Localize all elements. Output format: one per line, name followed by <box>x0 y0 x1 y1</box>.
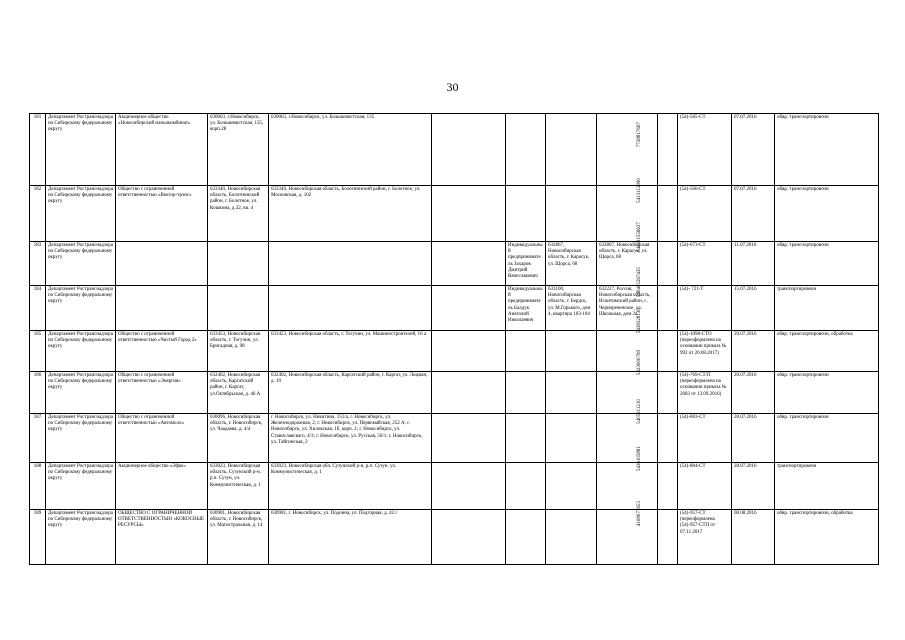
entrepreneur-site-cell <box>597 331 658 372</box>
entrepreneur-address-cell <box>546 414 597 463</box>
license-number-cell: (54)-673-СТ <box>678 242 732 286</box>
organization-address-cell: 633340, Новосибирская область, Болотнинский район, г. Болотное, ул. Кошкина, д.32, кв. 4 <box>208 186 269 242</box>
organization-cell <box>116 242 208 286</box>
agency-cell: Департамент Ространснадзора по Сибирскому федеральному округу <box>46 372 116 414</box>
entrepreneur-address-cell: 632867, Новосибирская область, г. Карасук, ул. Щорса, 68 <box>546 242 597 286</box>
entrepreneur-name-cell <box>506 114 546 186</box>
inn-cell <box>636 114 678 186</box>
site-address-cell: 633453, Новосибирская область, г. Тогучин, ул. Машиностроителей, 16 а <box>269 331 432 372</box>
inn-value: 5438328130 <box>636 307 642 333</box>
license-date-cell: 20.07.2016 <box>732 372 775 414</box>
empty-cell <box>432 331 506 372</box>
row-number: 185 <box>30 331 46 372</box>
row-number: 182 <box>30 186 46 242</box>
activity-cell: обвр. транспортировочн <box>775 242 879 286</box>
organization-address-cell <box>208 286 269 331</box>
activity-cell: обвр. транспортировочн <box>775 372 879 414</box>
entrepreneur-site-cell <box>597 510 658 565</box>
entrepreneur-site-cell <box>597 372 658 414</box>
site-address-cell: 633023, Новосибирская обл. Сузунский р-н, р.п. Сузун, ул. Коммунистическая, д. 1 <box>269 463 432 510</box>
empty-cell <box>432 114 506 186</box>
table-row <box>30 372 879 414</box>
table-row <box>30 186 879 242</box>
inn-cell <box>636 500 678 565</box>
page-number: 30 <box>446 80 459 94</box>
agency-cell: Департамент Ространснадзора по Сибирскому федеральному округу <box>46 242 116 286</box>
row-number: 188 <box>30 463 46 510</box>
license-registry-table <box>29 113 879 565</box>
license-date-cell: 15.07.2016 <box>732 286 775 331</box>
organization-address-cell: 630096, Новосибирская область, г. Новосибирск, ул. Чаадаева, д. 4/4 <box>208 414 269 463</box>
empty-cell <box>432 242 506 286</box>
license-number-cell: (54)-884-СТ <box>678 463 732 510</box>
site-address-cell: 630063, г.Новосибирск, ул. Большевистская, 135 <box>269 114 432 186</box>
site-address-cell <box>269 286 432 331</box>
organization-cell: Общество с ограниченной ответственностью «Автомолл» <box>116 414 208 463</box>
entrepreneur-site-cell <box>597 114 658 186</box>
empty-cell <box>432 286 506 331</box>
license-date-cell: 07.07.2016 <box>732 186 775 242</box>
organization-address-cell: 633023, Новосибирская область, Сузунский р-н, р.п. Сузун, ул. Коммунистическая, д. 1 <box>208 463 269 510</box>
table-row <box>30 414 879 463</box>
license-date-cell: 11.07.2016 <box>732 242 775 286</box>
entrepreneur-address-cell <box>546 372 597 414</box>
empty-cell <box>432 414 506 463</box>
inn-value: 4108077653 <box>636 500 642 526</box>
entrepreneur-site-cell <box>597 463 658 510</box>
license-date-cell: 07.07.2016 <box>732 114 775 186</box>
empty-cell <box>432 186 506 242</box>
table-row <box>30 510 879 565</box>
entrepreneur-name-cell <box>506 186 546 242</box>
table-row <box>30 242 879 286</box>
inn-value: 5413112990 <box>636 177 642 203</box>
organization-address-cell <box>208 242 269 286</box>
entrepreneur-name-cell: Индивидуальный предприниматель Захаров Дмитрий Вячеславович <box>506 242 546 286</box>
agency-cell: Департамент Ространснадзора по Сибирскому федеральному округу <box>46 414 116 463</box>
organization-cell: ОБЩЕСТВО С ОГРАНИЧЕННОЙ ОТВЕТСТВЕННОСТЬЮ «КОКОСНЫЕ РЕСУРСЫ» <box>116 510 208 565</box>
row-number: 181 <box>30 114 46 186</box>
license-number-cell: (54)-769-СТ/П (переоформлена на основании приказа № 2683 от 13.09.2016) <box>678 372 732 414</box>
activity-cell: обвр. транспортировочн, обработка <box>775 331 879 372</box>
organization-cell <box>116 286 208 331</box>
license-number-cell: (54)-566-СТ <box>678 186 732 242</box>
table-row <box>30 463 879 510</box>
table-row <box>30 114 879 186</box>
organization-cell: Акционерное общество «Новосибирский мельокомбинат» <box>116 114 208 186</box>
empty-cell <box>432 463 506 510</box>
row-number: 187 <box>30 414 46 463</box>
organization-address-cell: 630901, Новосибирская область, г. Новосибирск, ул. Магистральная, д. 14 <box>208 510 269 565</box>
agency-cell: Департамент Ространснадзора по Сибирскому федеральному округу <box>46 114 116 186</box>
inn-value: 5405311210 <box>636 398 642 424</box>
row-number: 183 <box>30 242 46 286</box>
entrepreneur-site-cell: 632867, Новосибирская область, г. Карасук, ул. Щорса, 68 <box>597 242 658 286</box>
site-address-cell <box>269 242 432 286</box>
agency-cell: Департамент Ространснадзора по Сибирскому федеральному округу <box>46 463 116 510</box>
site-address-cell: 632402, Новосибирская область, Каргатский район, г. Каргат, ул. Лоцман, д. 10 <box>269 372 432 414</box>
entrepreneur-address-cell <box>546 114 597 186</box>
entrepreneur-name-cell <box>506 414 546 463</box>
inn-value: 5436105881 <box>636 445 642 471</box>
row-number: 189 <box>30 510 46 565</box>
activity-cell: транспортировочн <box>775 286 879 331</box>
entrepreneur-site-cell: 632227, Россия, Новосибирская область, Искитимский район, с. Чернореченское, ул. Школьная, дом 2а <box>597 286 658 331</box>
row-number: 184 <box>30 286 46 331</box>
license-number-cell: (54)-1098-СТО (переоформлена на основании приказа № 992 от 20.08.2017) <box>678 331 732 372</box>
activity-cell: обвр. транспортировочн <box>775 414 879 463</box>
entrepreneur-address-cell: 633100, Новосибирская область, г. Бердск, ул. М.Горького, дом 4, квартира 103-104 <box>546 286 597 331</box>
activity-cell: обвр. транспортировочн <box>775 186 879 242</box>
entrepreneur-name-cell <box>506 372 546 414</box>
table-body <box>30 114 879 565</box>
site-address-cell: 633340, Новосибирская область, Болотнинский район, г. Болотное, ул. Московская, д. 102 <box>269 186 432 242</box>
organization-address-cell: 633453, Новосибирская область, г. Тогучин, ул. Бригадная, д. 98 <box>208 331 269 372</box>
inn-cell <box>636 445 678 510</box>
empty-cell <box>432 372 506 414</box>
site-address-cell: 630901, г. Новосибирск, ул. Подонна, ул. Подгорная, д. 42 г <box>269 510 432 565</box>
entrepreneur-address-cell <box>546 186 597 242</box>
license-number-cell: (54)-883-СТ <box>678 414 732 463</box>
agency-cell: Департамент Ространснадзора по Сибирскому федеральному округу <box>46 510 116 565</box>
entrepreneur-site-cell <box>597 186 658 242</box>
entrepreneur-address-cell <box>546 331 597 372</box>
entrepreneur-site-cell <box>597 414 658 463</box>
license-number-cell: (54)- 721-Т <box>678 286 732 331</box>
organization-cell: Общество с ограниченной ответственностью «Чистый Город 2» <box>116 331 208 372</box>
license-date-cell: 28.07.2016 <box>732 414 775 463</box>
agency-cell: Департамент Ространснадзора по Сибирскому федеральному округу <box>46 186 116 242</box>
organization-address-cell: 630063, г.Новосибирск, ул. Большевистская, 135, корп.28 <box>208 114 269 186</box>
license-date-cell: 08.08.2016 <box>732 510 775 565</box>
table-row <box>30 331 879 372</box>
inn-value: 542211556637 <box>636 221 642 252</box>
entrepreneur-name-cell: Индивидуальный предприниматель Балдук Анатолий Николаевич <box>506 286 546 331</box>
activity-cell: обвр. транспортировочн, обработка <box>775 510 879 565</box>
license-date-cell: 20.07.2016 <box>732 331 775 372</box>
empty-cell <box>432 510 506 565</box>
organization-address-cell: 632402, Новосибирская область, Каргатский район, г. Каргат, ул.Октябрьская, д. 46 А <box>208 372 269 414</box>
license-number-cell: (54)-565-СТ <box>678 114 732 186</box>
entrepreneur-address-cell <box>546 510 597 565</box>
entrepreneur-name-cell <box>506 463 546 510</box>
inn-value: 5423000708 <box>636 349 642 375</box>
inn-value: 540405267435 <box>636 266 642 297</box>
organization-cell: Общество с ограниченной ответственностью «Энергия» <box>116 372 208 414</box>
row-number: 186 <box>30 372 46 414</box>
organization-cell: Общество с ограниченной ответственностью «Вектор-трэнс» <box>116 186 208 242</box>
entrepreneur-name-cell <box>506 510 546 565</box>
agency-cell: Департамент Ространснадзора по Сибирскому федеральному округу <box>46 331 116 372</box>
activity-cell: обвр. транспортировочн <box>775 114 879 186</box>
inn-value: 7728817697 <box>636 121 642 147</box>
entrepreneur-address-cell <box>546 463 597 510</box>
entrepreneur-name-cell <box>506 331 546 372</box>
activity-cell: транспортировочн <box>775 463 879 510</box>
organization-cell: Акционерное общество «Эфко» <box>116 463 208 510</box>
agency-cell: Департамент Ространснадзора по Сибирскому федеральному округу <box>46 286 116 331</box>
table-row <box>30 286 879 331</box>
site-address-cell: г. Новосибирск, ул. Никитина, 151/а, г. Новосибирск, ул. Железнодорожная, 2; г. Новосибирск, ул. Первомайская, 252 А; г. Новосибирск, ул. Хилокская, 1б, корп. 2; г. Новосибирск, ул. Станиславского, 4/3; г. Новосибирск, ул. Русская, 50/1; г. Новосибирск, ул. Тайгинская, 2 <box>269 414 432 463</box>
license-date-cell: 28.07.2016 <box>732 463 775 510</box>
license-number-cell: (54)-957-СТ (переоформлена (54)-957-СТП от 07.11.2017 <box>678 510 732 565</box>
